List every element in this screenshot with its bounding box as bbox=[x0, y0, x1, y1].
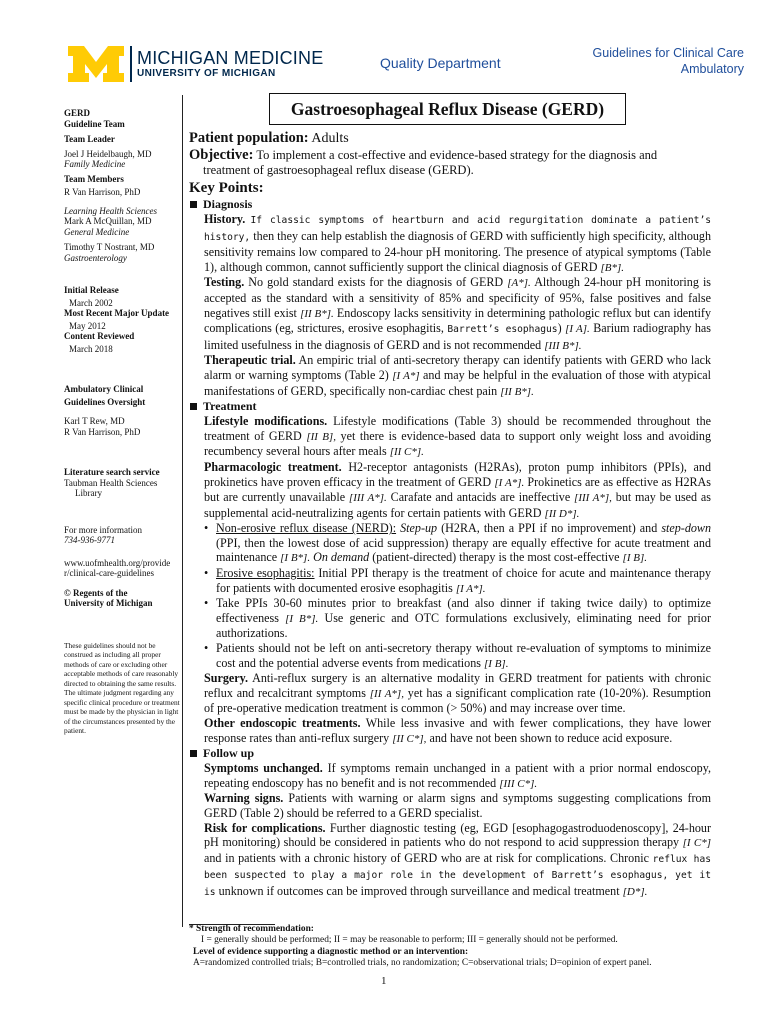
history-label: History. bbox=[204, 212, 246, 226]
symptoms-text: If symptoms remain unchanged in a patient with a prior normal endoscopy, repeating endoscopy has no benefit and is not recommended bbox=[204, 761, 711, 790]
bullet-text: Initial PPI therapy is the treatment of choice for acute and maintenance therapy for patients with documented erosive esophagitis bbox=[216, 566, 711, 595]
list-item bbox=[189, 641, 711, 671]
evidence-level: [II A*], bbox=[369, 687, 404, 700]
evidence-level: [I B]. bbox=[484, 657, 509, 670]
pharmacologic-text: Carafate and antacids are ineffective bbox=[390, 490, 571, 505]
risk-mono-text: reflux has been suspected to play a major role in the development of Barrett’s esophagus, yet it is bbox=[204, 853, 712, 898]
strength-label: * Strength of recommendation: bbox=[189, 924, 314, 934]
disclaimer: These guidelines should not be construed as including all proper methods of care or excluding other acceptable methods of care reasonably directed to obtaining the same results. The ultimate judgment regarding any specific clinical procedure or treatment must be made by the physician in light of the circumstances presented by the patient. bbox=[64, 640, 180, 735]
pharmacologic-text: H2-receptor antagonists (H2RAs), proton pump inhibitors (PPIs), and prokinetics have proven efficacy in the treatment of GERD bbox=[204, 459, 712, 489]
evidence-level: [I A]. bbox=[565, 323, 590, 336]
logo-subtitle: UNIVERSITY OF MICHIGAN bbox=[137, 68, 276, 79]
reviewed-date: March 2018 bbox=[69, 343, 113, 354]
testing-text: ) bbox=[557, 321, 562, 336]
sidebar bbox=[64, 108, 182, 736]
lifestyle-label: Lifestyle modifications. bbox=[204, 414, 328, 429]
testing-text: Barium radiography has limited usefulness in the diagnosis of GERD and is not recommended bbox=[204, 321, 711, 352]
bullet-text: Use generic and OTC formulations exclusively, eliminating need for prior authorizations. bbox=[216, 610, 711, 641]
bullet-italic: On demand bbox=[313, 550, 370, 565]
member-dept: General Medicine bbox=[64, 226, 130, 237]
oversight-name: R Van Harrison, PhD bbox=[64, 426, 141, 437]
section-treatment bbox=[189, 399, 711, 414]
evidence-level: [II D*]. bbox=[544, 507, 580, 520]
evidence-level: [I A*] bbox=[392, 369, 420, 382]
therapeutic-text: An empiric trial of anti-secretory therapy can identify patients with GERD who lack alarm or warning symptoms (Table 2) bbox=[204, 353, 712, 382]
testing-mono-text: Barrett’s esophagus bbox=[447, 324, 558, 336]
section-diagnosis bbox=[189, 197, 711, 212]
evidence-level: [II B], bbox=[306, 430, 336, 443]
bullet-dot-icon: • bbox=[204, 641, 209, 656]
surgery-label: Surgery. bbox=[204, 671, 249, 686]
testing-paragraph bbox=[189, 275, 711, 353]
evidence-level: [II B*]. bbox=[300, 307, 334, 320]
objective-text: treatment of gastroesophageal reflux disease (GERD). bbox=[203, 163, 474, 177]
lifestyle-text: Lifestyle modifications (Table 3) should be recommended throughout the treatment of GERD bbox=[204, 414, 711, 443]
oversight-label: Guidelines Oversight bbox=[64, 396, 146, 407]
bullet-term: Non-erosive reflux disease (NERD): bbox=[216, 521, 397, 536]
bullet-italic: Step-up bbox=[400, 521, 438, 536]
bullet-square-icon bbox=[190, 201, 197, 208]
url-link[interactable]: r/clinical-care-guidelines bbox=[64, 568, 154, 578]
surgery-text: yet has a significant complication rate (10-20%). Resumption of pre-operative medication treatment is common (> 50%) and may increase over time. bbox=[204, 685, 711, 716]
risk-text: Further diagnostic testing (eg, EGD [esophagogastroduodenoscopy], 24-hour pH monitoring) should be considered in patients who do not respond to acid suppression therapy bbox=[204, 820, 711, 850]
oversight-label: Ambulatory Clinical bbox=[64, 384, 144, 394]
bullet-text: Take PPIs 30-60 minutes prior to breakfast (and also dinner if taking twice daily) to optimize effectiveness bbox=[216, 596, 711, 625]
evidence-level: [I B*]. bbox=[285, 612, 319, 625]
symptoms-label: Symptoms unchanged. bbox=[204, 761, 323, 776]
history-mono-text: If classic symptoms of heartburn and acid regurgitation dominate a patient’s history, bbox=[204, 215, 711, 243]
testing-text: Although 24-hour pH monitoring is accepted as the standard with a sensitivity of 85% and specificity of 95%, false positives and false negatives still exist bbox=[204, 275, 712, 320]
guidelines-line1: Guidelines for Clinical Care bbox=[592, 46, 744, 60]
logo-title: MICHIGAN MEDICINE bbox=[137, 48, 324, 68]
therapeutic-paragraph bbox=[189, 353, 711, 399]
recent-update-date: May 2012 bbox=[69, 320, 106, 331]
guidelines-heading bbox=[544, 45, 744, 77]
evidence-level: [I A*]. bbox=[455, 582, 486, 595]
warning-paragraph bbox=[189, 791, 711, 820]
bullet-text: (PPI, then the lowest dose of acid suppression) therapy are equally effective for acute treatment and maintenance bbox=[216, 535, 711, 565]
bullet-dot-icon: • bbox=[204, 521, 209, 536]
testing-text: No gold standard exists for the diagnosis of GERD bbox=[248, 275, 504, 290]
members-label: Team Members bbox=[64, 173, 124, 184]
objective bbox=[189, 148, 711, 163]
therapeutic-text: and may be helpful in the evaluation of those with atypical manifestations of GERD, specifically non-cardiac chest pain bbox=[204, 367, 712, 398]
page-title: Gastroesophageal Reflux Disease (GERD) bbox=[269, 93, 626, 125]
copyright: University of Michigan bbox=[64, 598, 153, 608]
member-name: Timothy T Nostrant, MD bbox=[64, 242, 155, 252]
objective-label: Objective: bbox=[189, 147, 254, 163]
leader-name: Joel J Heidelbaugh, MD bbox=[64, 148, 152, 159]
endoscopic-text: While less invasive and with fewer complications, they have lower response rates than anti-reflux surgery bbox=[204, 716, 711, 745]
endoscopic-paragraph bbox=[189, 716, 711, 746]
initial-release-label: Initial Release bbox=[64, 285, 119, 295]
bullet-square-icon bbox=[190, 403, 197, 410]
evidence-level: [A*]. bbox=[507, 277, 531, 290]
team-title: GERD bbox=[64, 108, 91, 118]
footnotes bbox=[189, 924, 729, 969]
section-follow-up bbox=[189, 746, 711, 761]
evidence-level: [II C*]. bbox=[389, 446, 424, 459]
pharmacologic-paragraph bbox=[189, 460, 711, 521]
logo-divider bbox=[130, 46, 132, 82]
block-m-logo-icon bbox=[66, 44, 126, 84]
key-points-heading: Key Points: bbox=[189, 180, 264, 196]
bullet-text: Patients should not be left on anti-secretory therapy without re-evaluation of symptoms to minimize cost and the potential adverse events from medications bbox=[216, 641, 711, 670]
endoscopic-label: Other endoscopic treatments. bbox=[204, 716, 361, 730]
copyright: © Regents of the bbox=[64, 587, 128, 598]
evidence-level: [B*]. bbox=[600, 261, 624, 274]
population-value: Adults bbox=[311, 131, 349, 146]
evidence-level: [I A*]. bbox=[494, 476, 525, 489]
pharmacologic-label: Pharmacologic treatment. bbox=[204, 459, 342, 474]
lifestyle-text: yet there is evidence-based data to support only weight loss and avoiding recumbency several hours after meals bbox=[204, 428, 711, 459]
pharmacologic-text: but may be used as supplemental acid-neutralizing agents for certain patients with GERD bbox=[204, 490, 711, 520]
bullet-square-icon bbox=[190, 750, 197, 757]
risk-text: and in patients with a chronic history of GERD who are at risk for complications. Chronic bbox=[204, 850, 649, 865]
info-label: For more information bbox=[64, 524, 142, 535]
initial-release-date: March 2002 bbox=[69, 297, 113, 308]
level-text: A=randomized controlled trials; B=controlled trials, no randomization; C=observational trials; D=opinion of expert panel. bbox=[193, 957, 652, 968]
page-number: 1 bbox=[381, 975, 387, 987]
bullet-term: Erosive esophagitis: bbox=[216, 566, 315, 581]
member-name: Mark A McQuillan, MD bbox=[64, 216, 152, 226]
lifestyle-paragraph bbox=[189, 414, 711, 460]
testing-text: Endoscopy lacks sensitivity in determining pathologic reflux but can identify complications (eg, strictures, erosive esophagitis, bbox=[204, 305, 712, 336]
testing-label: Testing. bbox=[204, 275, 245, 290]
evidence-level: [I B*]. bbox=[280, 552, 311, 565]
evidence-level: [D*]. bbox=[622, 885, 648, 898]
endoscopic-text: and have not been shown to reduce acid exposure. bbox=[429, 730, 673, 745]
risk-paragraph bbox=[189, 821, 711, 901]
therapeutic-label: Therapeutic trial. bbox=[204, 353, 296, 368]
strength-text: I = generally should be performed; II = may be reasonable to perform; III = generally should not be performed. bbox=[201, 935, 618, 946]
surgery-paragraph bbox=[189, 671, 711, 716]
population-label: Patient population: bbox=[189, 130, 309, 146]
main-content bbox=[189, 93, 711, 901]
literature-label: Literature search service bbox=[64, 467, 160, 477]
section-title: Follow up bbox=[203, 746, 255, 761]
guidelines-line2: Ambulatory bbox=[680, 62, 744, 76]
member-dept: Learning Health Sciences bbox=[64, 205, 157, 216]
department-name: Quality Department bbox=[380, 55, 501, 71]
page-header bbox=[0, 0, 768, 100]
pharmacologic-text: Prokinetics are as effective as H2RAs but are currently unavailable bbox=[204, 474, 711, 505]
leader-dept: Family Medicine bbox=[64, 159, 126, 169]
section-title: Treatment bbox=[203, 399, 257, 414]
literature-name: Taubman Health Sciences bbox=[64, 477, 158, 488]
history-text: then they can help establish the diagnosis of GERD with sufficiently high specificity, although sensitivity remains low compared to 24-hour pH monitoring. The presence of atypical symptoms (Table 1), although common, cannot sufficiently support the clinical diagnosis of GERD bbox=[204, 228, 712, 274]
list-item bbox=[189, 566, 711, 596]
symptoms-paragraph bbox=[189, 761, 711, 791]
patient-population bbox=[189, 129, 711, 148]
evidence-level: [III B*]. bbox=[544, 339, 582, 352]
evidence-level: [II B*]. bbox=[500, 385, 534, 398]
member-dept: Gastroenterology bbox=[64, 252, 127, 263]
risk-text: unknown if outcomes can be improved through surveillance and medical treatment bbox=[218, 883, 620, 898]
bullet-text: (patient-directed) therapy is the most cost-effective bbox=[372, 550, 620, 565]
bullet-italic: step-down bbox=[661, 521, 712, 536]
risk-label: Risk for complications. bbox=[204, 820, 326, 835]
warning-label: Warning signs. bbox=[204, 791, 284, 806]
evidence-level: [III A*], bbox=[574, 492, 612, 505]
member-name: R Van Harrison, PhD bbox=[64, 187, 141, 197]
list-item bbox=[189, 596, 711, 641]
evidence-level: [I B]. bbox=[622, 552, 647, 565]
bullet-text: (H2RA, then a PPI if no improvement) and bbox=[441, 521, 658, 536]
evidence-level: [III C*]. bbox=[499, 777, 538, 790]
recent-update-label: Most Recent Major Update bbox=[64, 308, 170, 318]
team-title: Guideline Team bbox=[64, 118, 125, 129]
leader-label: Team Leader bbox=[64, 134, 115, 144]
history-paragraph bbox=[189, 212, 711, 275]
section-title: Diagnosis bbox=[203, 197, 253, 211]
bullet-dot-icon: • bbox=[204, 596, 209, 611]
warning-text: Patients with warning or alarm signs and symptoms suggesting complications from GERD (Table 2) should be referred to a GERD specialist. bbox=[204, 791, 711, 820]
literature-name: Library bbox=[75, 488, 102, 498]
info-phone[interactable]: 734-936-9771 bbox=[64, 535, 115, 545]
objective-text: To implement a cost-effective and evidence-based strategy for the diagnosis and bbox=[256, 148, 658, 162]
evidence-level: [II C*], bbox=[392, 732, 427, 745]
url-link[interactable]: www.uofmhealth.org/provide bbox=[64, 557, 171, 568]
list-item bbox=[189, 521, 711, 566]
column-divider bbox=[182, 95, 183, 927]
level-label: Level of evidence supporting a diagnostic method or an intervention: bbox=[193, 946, 469, 957]
bullet-dot-icon: • bbox=[204, 566, 209, 581]
oversight-name: Karl T Rew, MD bbox=[64, 416, 125, 426]
reviewed-label: Content Reviewed bbox=[64, 331, 135, 341]
evidence-level: [I C*] bbox=[682, 837, 712, 850]
evidence-level: [III A*]. bbox=[348, 492, 387, 505]
surgery-text: Anti-reflux surgery is an alternative modality in GERD treatment for patients with chronic reflux and recalcitrant symptoms bbox=[204, 671, 711, 700]
